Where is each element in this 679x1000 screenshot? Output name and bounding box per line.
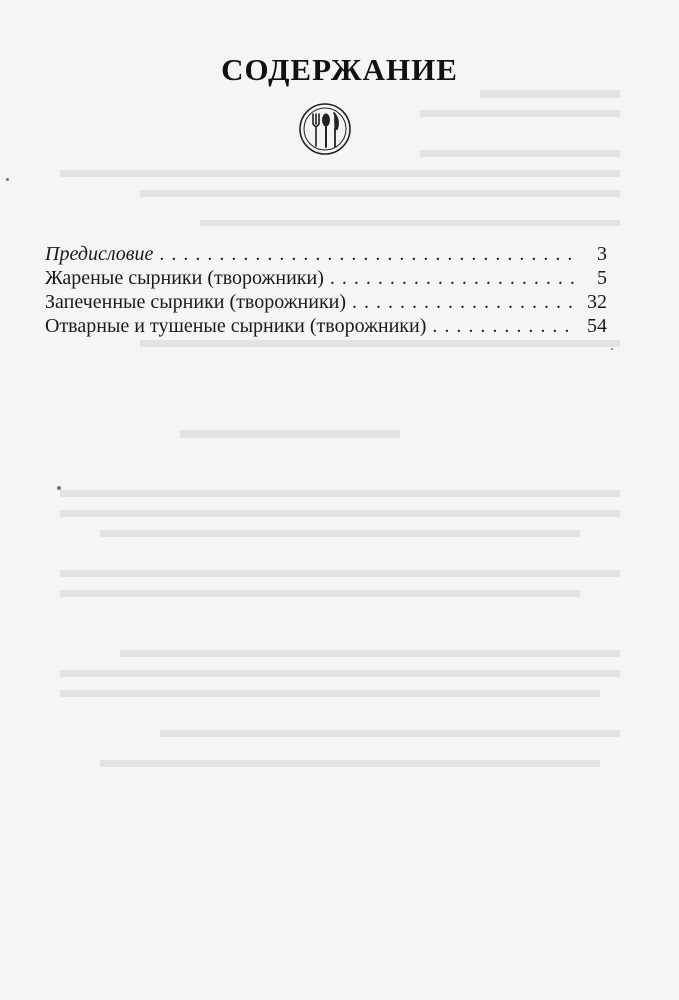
cutlery-plate-icon [298,102,352,156]
toc-entry[interactable] [45,242,607,266]
dot-leader [432,314,577,338]
bleed-through-texture [60,90,620,810]
dot-leader [159,242,577,266]
toc-entry-page: 3 [597,243,607,265]
page-title: СОДЕРЖАНИЕ [221,52,458,87]
toc-entry-title: Предисловие [45,243,154,265]
table-of-contents [45,242,607,338]
print-speck [611,348,613,350]
print-speck [57,486,61,490]
dot-leader [330,266,577,290]
toc-entry-title: Отварные и тушеные сырники (творожники) [45,315,427,337]
toc-entry-page: 5 [597,267,607,289]
toc-entry-page: 54 [587,315,607,337]
toc-entry-title: Жареные сырники (творожники) [45,267,324,289]
toc-entry[interactable] [45,266,607,290]
dot-leader [352,290,577,314]
toc-entry[interactable] [45,290,607,314]
print-speck [6,178,9,181]
toc-entry-title: Запеченные сырники (творожники) [45,291,347,313]
toc-entry-page: 32 [587,291,607,313]
toc-entry[interactable] [45,314,607,338]
